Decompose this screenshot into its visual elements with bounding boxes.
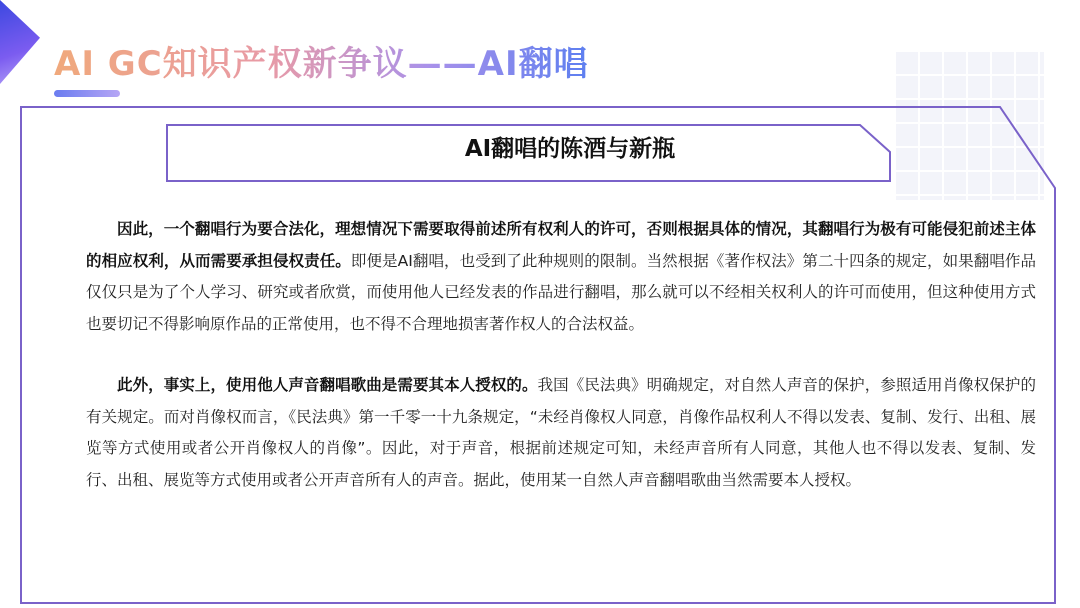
paragraph-1-bold: 因此，一个翻唱行为要合法化，理想情况下需要取得前述所有权利人的许可，否则根据具体的情况，其翻唱行为极有可能侵犯前述主体的相应权利，从而需要承担侵权责任。: [86, 220, 1036, 270]
paragraph-1: [86, 214, 1036, 340]
paragraph-1-text: 即便是AI翻唱，也受到了此种规则的限制。当然根据《著作权法》第二十四条的规定，如果翻唱作品仅仅只是为了个人学习、研究或者欣赏，而使用他人已经发表的作品进行翻唱，那么就可以不经相关权利人的许可而使用，但这种使用方式也要切记不得影响原作品的正常使用，也不得不合理地损害著作权人的合法权益。: [86, 251, 1036, 333]
paragraph-2-bold: 此外，事实上，使用他人声音翻唱歌曲是需要其本人授权的。: [117, 376, 538, 394]
section-title: AI翻唱的陈酒与新瓶: [464, 136, 676, 162]
page-title: AI GC知识产权新争议——AI翻唱: [54, 36, 589, 85]
paragraph-2-text: 我国《民法典》明确规定，对自然人声音的保护，参照适用肖像权保护的有关规定。而对肖像权而言，《民法典》第一千零一十九条规定，“未经肖像权人同意，肖像作品权利人不得以发表、复制、发行、出租、展览等方式使用或者公开肖像权人的肖像”。因此，对于声音，根据前述规定可知，未经声音所有人同意，其他人也不得以发表、复制、发行、出租、展览等方式使用或者公开声音所有人的声音。据此，使用某一自然人声音翻唱歌曲当然需要本人授权。: [86, 376, 1036, 489]
paragraph-2: [86, 370, 1036, 496]
main-content: [86, 214, 1036, 496]
